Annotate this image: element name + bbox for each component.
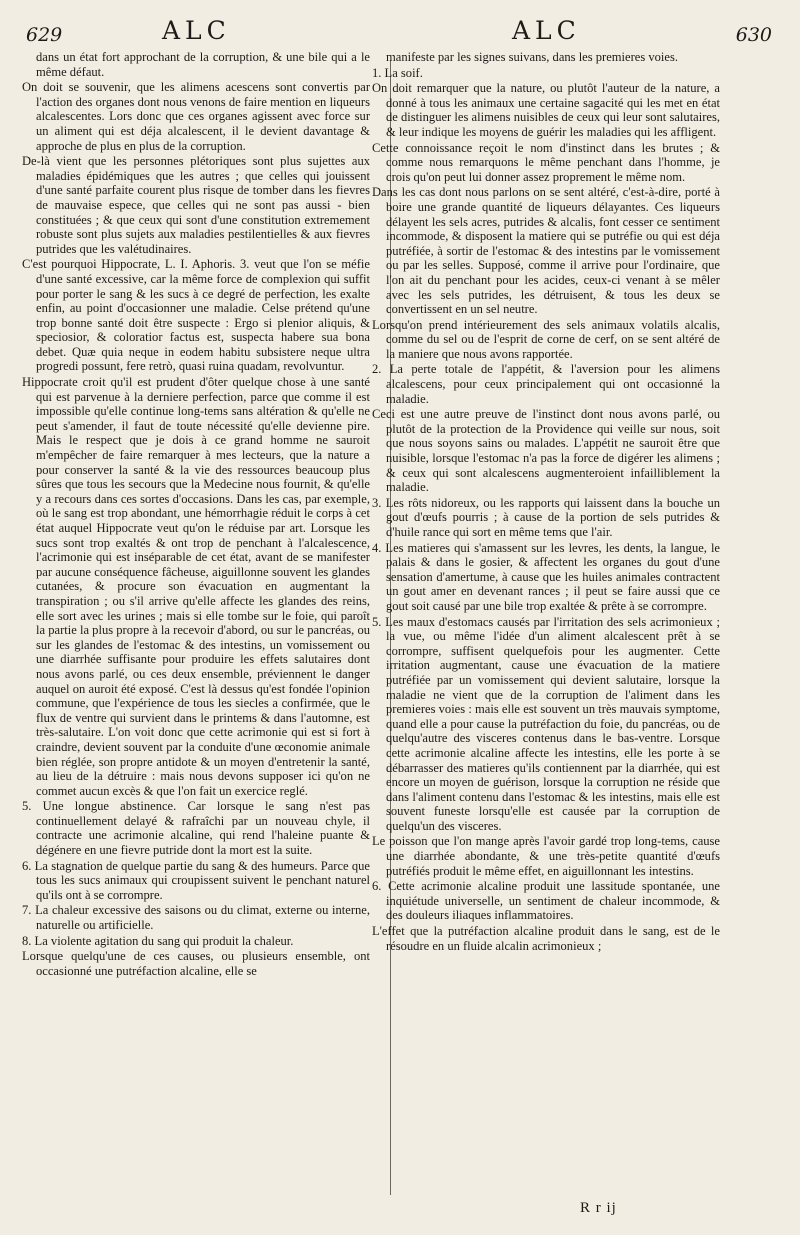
running-head-right: ALC xyxy=(512,16,581,45)
right-paragraph-2: 1. La soif. xyxy=(372,65,423,80)
right-paragraph-3: On doit remarquer que la nature, ou plutôt l'auteur de la nature, a donné à tous les animaux une certaine sagacité qui les met en état de distinguer les alimens nuisibles de ceux qui leur sont salutaires, & leur indique les moyens de guérir les maladies qui les affligent. xyxy=(372,81,720,139)
left-column xyxy=(22,50,370,979)
left-paragraph-2: On doit se souvenir, que les alimens acescens sont convertis par l'action des organes dont nous venons de faire mention en liqueurs alcalescentes. Lors donc que ces organes agissent avec force sur un aliment qui est déja alcalescent, il le devient davantage & approche de plus en plus de la corruption. xyxy=(22,80,370,153)
signature-mark: R r ij xyxy=(580,1200,617,1216)
left-paragraph-7: 6. La stagnation de quelque partie du sang & des humeurs. Parce que tous les sucs animaux qui croupissent suivent le penchant naturel qu'ils ont à se corrompre. xyxy=(22,858,370,902)
right-paragraph-13: 6. Cette acrimonie alcaline produit une lassitude spontanée, une inquiétude universelle, un sentiment de chaleur incommode, & des douleurs iliaques inflammatoires. xyxy=(372,879,720,923)
left-paragraph-4: C'est pourquoi Hippocrate, L. I. Aphoris. 3. veut que l'on se méfie d'une santé excessive, car la même force de complexion qui suffit pour porter le sang & les sucs à ce degré de perfection, les exalte enfin, au point d'occasionner une maladie. Celse prétend qu'une trop bonne santé doit être suspecte : Ergo si plenior aliquis, & speciosior, & coloratior factus est, suspecta habere sua bona debet. Quæ quia neque in eodem habitu subsistere neque ultra progredi possunt, fere retrò, quasi ruina quadam, revolvuntur. xyxy=(22,257,370,374)
right-paragraph-5: Dans les cas dont nous parlons on se sent altéré, c'est-à-dire, porté à boire une grande quantité de liqueurs délayantes. Ces liqueurs délayent les sels acres, putrides & alcalis, font cesser ce sentiment incommode, & disposent la matiere qui se putréfie ou qui est déja putréfiée, à sortir de l'estomac & des intestins par le vomissement ou par les selles. Supposé, comme il arrive pour l'ordinaire, que l'on ait du penchant pour les acides, ceux-ci venant à se mêler avec les sels putrides, les détruisent, & tous les deux se convertissent en un sel neutre. xyxy=(372,185,720,317)
left-paragraph-3: De-là vient que les personnes plétoriques sont plus sujettes aux maladies épidémiques que les autres ; que celles qui jouissent d'une santé parfaite courent plus risque de tomber dans les fievres de mauvaise espece, que celles qui ne sont pas aussi - bien constituées ; & que ceux qui sont d'une constitution extremement robuste sont plus sujets aux maladies pestilentielles & aux fievres putrides que les valétudinaires. xyxy=(22,154,370,256)
left-paragraph-6: 5. Une longue abstinence. Car lorsque le sang n'est pas continuellement delayé & rafraîchi par un nouveau chyle, il contracte une acrimonie alcaline, qui rend l'haleine puante & dégénere en une fievre putride dont la mort est la suite. xyxy=(22,799,370,858)
right-paragraph-10: 4. Les matieres qui s'amassent sur les levres, les dents, la langue, le palais & dans le gosier, & affectent les organes du gout d'une sensation d'amertume, à cause que les huiles animales contractent un gout amer en devenant rances ; il peut se faire aussi que ce gout soit causé par une bile trop exaltée & prête à se corrompre. xyxy=(372,540,720,613)
right-paragraph-1: manifeste par les signes suivans, dans les premieres voies. xyxy=(386,50,678,64)
page-number-left: 629 xyxy=(26,24,63,46)
right-paragraph-4: Cette connoissance reçoit le nom d'instinct dans les brutes ; & comme nous remarquons le même penchant dans l'homme, je crois qu'on peut lui donner assez proprement le même nom. xyxy=(372,140,720,184)
page-number-right: 630 xyxy=(735,24,772,46)
running-head-left: ALC xyxy=(162,16,231,45)
right-paragraph-9: 3. Les rôts nidoreux, ou les rapports qui laissent dans la bouche un gout d'œufs pourris ; à cause de la portion de sels putrides & d'huile rance qui sort en même tems que l'air. xyxy=(372,495,720,539)
left-paragraph-10: Lorsque quelqu'une de ces causes, ou plusieurs ensemble, ont occasionné une putréfaction alcaline, elle se xyxy=(22,949,370,978)
left-paragraph-8: 7. La chaleur excessive des saisons ou du climat, externe ou interne, naturelle ou artificielle. xyxy=(22,903,370,933)
right-paragraph-7: 2. La perte totale de l'appétit, & l'aversion pour les alimens alcalescens, pour ceux principalement qui ont occasionné la maladie. xyxy=(372,362,720,406)
left-paragraph-1: dans un état fort approchant de la corruption, & une bile qui a le même défaut. xyxy=(36,50,370,79)
right-paragraph-11: 5. Les maux d'estomacs causés par l'irritation des sels acrimonieux ; la vue, ou même l'idée d'un aliment alcalescent prêt à se corrompre, suffisent quelquefois pour les augmenter. Cette irritation augmentant, cause une évacuation de la matiere putréfiée par un vomissement qui devient salutaire, lorsque la maladie ne vient que de la corruption de l'aliment dans les premieres voies : mais elle est souvent un très mauvais symptome, quand elle a pour cause la putréfaction du foie, du pancréas, ou de quelqu'autre des visceres contenus dans le bas-ventre. Lorsque cette acrimonie alcaline affecte les intestins, elle les porte à se débarrasser des matieres qu'ils contiennent par la diarrhée, qui est encore un moyen de guérison, lorsque la corruption ne réside que dans l'aliment contenu dans l'estomac & les intestins, mais elle est souvent funeste lorsqu'elle est causée par la corruption de quelqu'un des visceres. xyxy=(372,614,720,833)
right-column xyxy=(372,50,720,954)
right-paragraph-12: Le poisson que l'on mange après l'avoir gardé trop long-tems, cause une diarrhée abondante, & une très-petite quantité d'œufs putréfiés produit le même effet, en aiguillonnant les intestins. xyxy=(372,834,720,878)
right-paragraph-14: L'effet que la putréfaction alcaline produit dans le sang, est de le résoudre en un fluide alcalin acrimonieux ; xyxy=(372,924,720,953)
left-paragraph-5: Hippocrate croit qu'il est prudent d'ôter quelque chose à une santé qui est parvenue à la derniere perfection, parce que comme il est impossible qu'elle continue long-tems sans altération & qu'elle ne peut s'amender, il faut de toute nécessité qu'elle devienne pire. Mais le respect que je dois à ce grand homme ne sauroit m'empêcher de faire remarquer à mes lecteurs, que la nature a pour conserver la santé & la vie des ressources beaucoup plus sûres que tous les secours que la Medecine nous fournit, & qu'elle y a recours dans ces sortes d'occasions. Dans les cas, par exemple, où le sang est trop abondant, une hémorrhagie réduit le corps à cet état auquel Hippocrate veut qu'on le réduise par art. Lorsque les sucs sont trop exaltés & ont trop de penchant à l'alcalescence, l'acrimonie qui est inséparable de cet état, avant de se manifester par aucune conséquence fâcheuse, aiguillonne souvent les glandes cutanées, & procure son évacuation en augmentant la transpiration ; ou s'il arrive qu'elle affecte les glandes des reins, elle sort avec les urines ; mais si elle tombe sur le foie, qui paroît la partie la plus propre à la recevoir d'abord, ou sur le pancréas, ou sur les glandes de l'estomac & des intestins, un vomissement ou une diarrhée suffisante pour produire les effets salutaires dont nous avons parlé, ou ces deux ensemble, préviennent le danger auquel on auroit été exposé. C'est là dessus qu'est fondée l'opinion commune, que l'expérience de tous les siecles a confirmée, que le flux de ventre qui survient dans le printems & dans l'automne, est très-salutaire. L'on voit donc que cette acrimonie qui est si fort à craindre, devient souvent par la conduite d'une œconomie animale bien réglée, son propre antidote & un moyen d'entretenir la santé, au lieu de la détruire : mais nous devons supposer ici qu'on ne commet aucun excès & que l'on fait un exercice reglé. xyxy=(22,375,370,798)
left-paragraph-9: 8. La violente agitation du sang qui produit la chaleur. xyxy=(22,933,294,948)
page-header xyxy=(22,14,778,48)
right-paragraph-8: Ceci est une autre preuve de l'instinct dont nous avons parlé, ou plutôt de la protection de la Providence qui veille sur nous, soit que nous soyons sains ou malades. L'appétit ne sauroit être que nuisible, lorsque l'estomac n'a pas la force de digérer les alimens ; & ceux qui sont alcalescens augmenteroient infailliblement la maladie. xyxy=(372,407,720,495)
right-paragraph-6: Lorsqu'on prend intérieurement des sels animaux volatils alcalis, comme du sel ou de l'esprit de corne de cerf, on se sent altéré de la maniere que nous avons rapportée. xyxy=(372,317,720,361)
